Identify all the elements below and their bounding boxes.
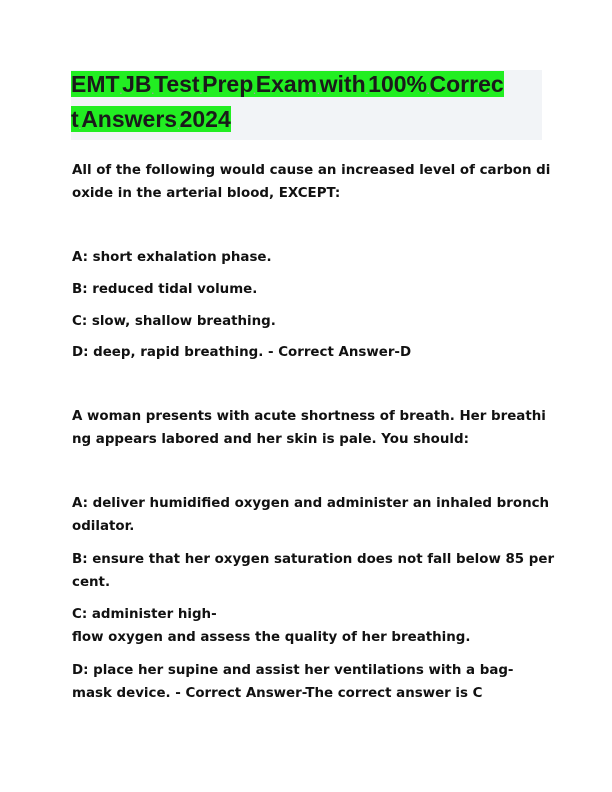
- title-word: Exam: [255, 71, 318, 97]
- title-word: Correc: [429, 71, 504, 97]
- question-2-option-b: B: ensure that her oxygen saturation does not fall below 85 per cent.: [72, 552, 555, 590]
- question-1-option-b: B: reduced tidal volume.: [72, 282, 258, 297]
- title-word: t: [71, 106, 79, 132]
- question-2-option-c: C: administer high- flow oxygen and assess the quality of her breathing.: [72, 607, 471, 645]
- title-word: 2024: [179, 106, 231, 132]
- question-1-option-c: C: slow, shallow breathing.: [72, 314, 276, 329]
- title-word: EMT: [71, 71, 120, 97]
- title-word: JB: [122, 71, 152, 97]
- question-2-prompt: A woman presents with acute shortness of breath. Her breathi ng appears labored and her skin is pale. You should:: [72, 409, 546, 447]
- title-word: Prep: [202, 71, 254, 97]
- title-word: 100%: [368, 71, 427, 97]
- title-line-1: EMT.JB.Test.Prep.Exam.with.100%.Correc: [71, 71, 504, 97]
- document-title: [71, 70, 542, 140]
- question-2-option-d: D: place her supine and assist her ventilations with a bag- mask device. - Correct Answer-The correct answer is C: [72, 663, 514, 701]
- question-1-prompt: All of the following would cause an increased level of carbon di oxide in the arterial blood, EXCEPT:: [72, 163, 551, 201]
- title-word: Test: [154, 71, 200, 97]
- title-line-2: t.Answers.2024: [71, 106, 231, 132]
- question-1-option-d: D: deep, rapid breathing. - Correct Answer-D: [72, 345, 412, 360]
- title-word: Answers: [81, 106, 178, 132]
- question-1-option-a: A: short exhalation phase.: [72, 250, 272, 265]
- title-word: with: [319, 71, 366, 97]
- question-2-option-a: A: deliver humidified oxygen and administer an inhaled bronch odilator.: [72, 496, 550, 534]
